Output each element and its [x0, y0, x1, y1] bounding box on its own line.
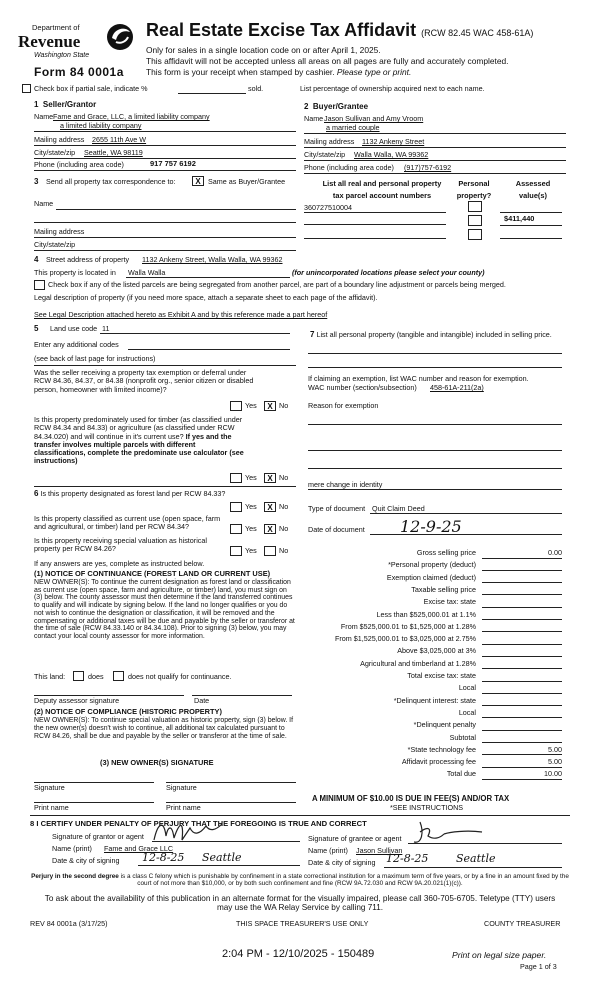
timber-question-bold: If yes and the transfer involves multiple parcels with different classifications, complete the predominate use calculator (see instructions) [34, 431, 244, 466]
reason-label: Reason for exemption [308, 401, 379, 410]
corr-city-line[interactable] [34, 250, 296, 251]
doc-date-label: Date of document [308, 525, 365, 534]
title-text: Real Estate Excise Tax Affidavit [146, 20, 417, 40]
form-number: Form 84 0001a [34, 65, 124, 79]
historic-question: Is this property receiving special valuation as historical property per RCW 84.26? [34, 536, 207, 554]
historic-yes-label: Yes [245, 546, 257, 555]
tax-row-line [482, 693, 562, 694]
parcel-number[interactable]: 360727510004 [304, 203, 352, 212]
grantor-name[interactable]: Fame and Grace LLC [104, 844, 174, 853]
agency-label: Revenue [18, 32, 81, 51]
notice-2-title: (2) NOTICE OF COMPLIANCE (HISTORIC PROPERTY) [34, 707, 222, 716]
timber-yes-checkbox[interactable] [230, 473, 242, 483]
current-use-yes-checkbox[interactable] [230, 524, 242, 534]
notice-3-title: (3) NEW OWNER(S) SIGNATURE [100, 758, 214, 767]
tax-row-line [482, 558, 562, 559]
forest-question-text: Is this property designated as forest land per RCW 84.33? [40, 489, 226, 498]
notice-1-text: NEW OWNER(S): To continue the current designation as forest land or classification as current use (open space, farm and agriculture, or timber) land, you must sign on (3) below. The county assessor must then determine if the land transferred continues to qualify and will indicate by signing below. If the land no longer qualifies or you do not wish to continue the designation or classification, it will be removed and the compensating or additional taxes will be due and payable by the seller or transferor at the time of sale (RCW 84.33.140 or 84.34.108). Prior to signing (3) below, you may contact your local county assessor for more information. [34, 579, 295, 641]
seller-phone[interactable]: 917 757 6192 [150, 159, 196, 168]
buyer-mailing-line [304, 147, 566, 148]
exemption-yes-label: Yes [245, 401, 257, 410]
grantor-name-label: Name (print) [52, 844, 92, 853]
title-rcw: (RCW 82.45 WAC 458-61A) [421, 28, 534, 38]
tax-row-line [482, 619, 562, 620]
tax-row-line [482, 607, 562, 608]
minimum-due: A MINIMUM OF $10.00 IS DUE IN FEE(S) AND/OR TAX [312, 794, 510, 803]
tax-row-line [482, 754, 562, 755]
same-as-buyer-label: Same as Buyer/Grantee [208, 177, 286, 186]
reason-line-2[interactable] [308, 450, 562, 451]
seller-name[interactable]: Fame and Grace, LLC, a limited liability company [53, 112, 210, 121]
current-use-yes-label: Yes [245, 524, 257, 533]
personal-property-line-1[interactable] [308, 353, 562, 354]
tax-row-value[interactable]: 10.00 [544, 769, 562, 779]
tax-row-label: Above $3,025,000 at 3% [397, 646, 476, 656]
tax-row-label: *Personal property (deduct) [388, 560, 476, 570]
buyer-name-line [304, 133, 566, 134]
doc-type-line [370, 513, 562, 514]
located-in-label: This property is located in [34, 268, 116, 277]
legal-description-label: Legal description of property (if you need more space, attach a separate sheet to each page of the affidavit). [34, 293, 378, 302]
assessed-line-2 [500, 225, 562, 226]
tax-row-line [482, 582, 562, 583]
personal-col-header-1: Personal [458, 179, 490, 188]
section-5-number: 5 [34, 324, 39, 333]
corr-city-label: City/state/zip [34, 240, 76, 249]
assessed-line-1 [500, 212, 562, 213]
form-title [146, 20, 533, 41]
personal-property-text: List all personal property (tangible and intangible) included in selling price. [316, 330, 552, 339]
grantee-name-label: Name (print) [308, 846, 348, 855]
corr-name-line-2[interactable] [34, 222, 296, 223]
corr-mailing-line[interactable] [34, 237, 296, 238]
deputy-sig-label: Deputy assessor signature [34, 696, 120, 705]
does-not-checkbox[interactable] [113, 671, 124, 681]
partial-percent-line[interactable] [178, 93, 246, 94]
grantor-signature[interactable] [150, 818, 230, 846]
buyer-mailing-label: Mailing address [304, 137, 355, 146]
doc-date[interactable]: 12-9-25 [400, 517, 462, 536]
grantor-date[interactable]: 12-8-25 [142, 851, 185, 864]
tax-row-label: Agricultural and timberland at 1.28% [360, 658, 476, 668]
treasurer-use: THIS SPACE TREASURER'S USE ONLY [236, 919, 369, 928]
buyer-phone-line [304, 173, 566, 174]
buyer-city-label: City/state/zip [304, 150, 346, 159]
historic-no-label: No [279, 546, 289, 555]
grantee-name[interactable]: Jason Sullivan [356, 846, 403, 855]
corr-mailing-label: Mailing address [34, 227, 85, 236]
seller-name-line [34, 131, 296, 132]
exemption-no-label: No [279, 401, 289, 410]
tax-row-value[interactable]: 5.00 [548, 757, 562, 767]
certify-text: 8 I CERTIFY UNDER PENALTY OF PERJURY THAT THE FOREGOING IS TRUE AND CORRECT [30, 819, 367, 828]
alternate-format: To ask about the availability of this publication in an alternate format for the visually impaired, please call 360-705-6705. Teletype (TTY) users may use the WA Relay Service by calling 711. [44, 894, 556, 913]
buyer-name-label: Name [304, 114, 324, 123]
land-use-code[interactable]: 11 [102, 324, 110, 333]
tax-row-label: From $1,525,000.01 to $3,025,000 at 2.75% [334, 634, 476, 644]
street-address-label: Street address of property [46, 255, 130, 264]
rev-number: REV 84 0001a (3/17/25) [30, 919, 108, 928]
seller-name-2[interactable]: a limited liability company [60, 121, 142, 130]
parcel-col-header-2: tax parcel account numbers [332, 190, 432, 200]
additional-codes-label: Enter any additional codes [34, 340, 119, 349]
notice-1-title: (1) NOTICE OF CONTINUANCE (FOREST LAND OR CURRENT USE) [34, 569, 271, 578]
current-use-no-checkbox[interactable]: X [264, 524, 276, 534]
parcel-line-2[interactable] [304, 224, 446, 225]
tax-row-label: Local [458, 683, 476, 693]
parcel-col-header [312, 180, 452, 200]
reason-line-3[interactable] [308, 468, 562, 469]
note-3a: This form is your receipt when stamped by cashier. [146, 67, 335, 77]
owner-sig-label-2: Signature [166, 783, 197, 792]
tax-row-label: Excise tax: state [423, 597, 476, 607]
segregated-label: Check box if any of the listed parcels are being segregated from another parcel, are part of a boundary line adjustment or parcels being merged. [48, 280, 506, 289]
buyer-phone-label: Phone (including area code) [304, 163, 394, 172]
tax-row-line [482, 717, 562, 718]
same-as-buyer-checkbox[interactable]: X [192, 176, 204, 186]
seller-phone-line [34, 170, 296, 171]
section5-bottom [34, 486, 296, 487]
tax-row-line [482, 668, 562, 669]
see-back-label: (see back of last page for instructions) [34, 354, 156, 363]
reason-value[interactable]: mere change in identity [308, 480, 383, 489]
seller-city[interactable]: Seattle, WA 98119 [84, 148, 143, 157]
grantee-date[interactable]: 12-8-25 [386, 852, 429, 865]
personal-col-header-2: property? [456, 190, 492, 200]
legal-paper: Print on legal size paper. [452, 950, 547, 960]
additional-codes-line[interactable] [128, 349, 290, 350]
tax-row-label: *Delinquent penalty [413, 720, 476, 730]
tax-row-label: Exemption claimed (deduct) [386, 572, 476, 582]
tax-row-line [482, 730, 562, 731]
section8-top [30, 815, 570, 816]
owner-print-label-2: Print name [166, 803, 201, 812]
tax-row-line [482, 742, 562, 743]
ownership-note: List percentage of ownership acquired next to each name. [300, 84, 485, 93]
tax-row-label: Affidavit processing fee [401, 757, 476, 767]
buyer-phone[interactable]: (917)757-6192 [404, 163, 452, 172]
exemption-claim-label: If claiming an exemption, list WAC number and reason for exemption. [308, 374, 529, 383]
parcel-col-header-1: List all real and personal property [322, 179, 442, 188]
grantor-date-label: Date & city of signing [52, 856, 120, 865]
forest-question: 6 Is this property designated as forest land per RCW 84.33? [34, 489, 226, 498]
seller-mailing[interactable]: 2655 11th Ave W [92, 135, 147, 144]
grantee-date-label: Date & city of signing [308, 858, 376, 867]
timber-no-checkbox[interactable]: X [264, 473, 276, 483]
legal-description[interactable]: See Legal Description attached hereto as Exhibit A and by this reference made a part hereof [34, 310, 328, 319]
personal-checkbox-3[interactable] [468, 229, 482, 240]
grantee-sig-label: Signature of grantee or agent [308, 834, 402, 843]
personal-checkbox-1[interactable] [468, 201, 482, 212]
tax-row-label: Taxable selling price [411, 584, 476, 594]
this-land-label: This land: [34, 672, 66, 681]
owner-sig-label-1: Signature [34, 783, 65, 792]
buyer-name-2[interactable]: a married couple [326, 123, 380, 132]
parcel-line-1 [304, 212, 446, 213]
page-number: Page 1 of 3 [520, 962, 557, 971]
assessed-col-header-2: value(s) [519, 190, 547, 200]
tax-row-line [482, 656, 562, 657]
seller-mailing-label: Mailing address [34, 135, 85, 144]
send-correspondence-label: Send all property tax correspondence to: [46, 177, 176, 186]
seller-mailing-line [34, 145, 296, 146]
buyer-mailing[interactable]: 1132 Ankeny Street [362, 137, 425, 146]
grantor-date-line [138, 865, 300, 866]
buyer-heading: 2 Buyer/Grantee [304, 102, 369, 111]
exemption-question: Was the seller receiving a property tax exemption or deferral under RCW 84.36, 84.37, or 84.38 (nonprofit org., senior citizen or disabled person, homeowner with limited income)? [34, 368, 254, 394]
located-in-line [126, 277, 290, 278]
land-use-line [100, 333, 290, 334]
tax-row-line [482, 644, 562, 645]
corr-name-label: Name [34, 199, 54, 208]
perjury-bold: Perjury in the second degree [31, 873, 119, 880]
tax-row-value[interactable]: 0.00 [548, 548, 562, 557]
doc-date-line [370, 534, 562, 535]
seller-city-label: City/state/zip [34, 148, 76, 157]
historic-no-checkbox[interactable] [264, 546, 276, 556]
tax-row-label: From $525,000.01 to $1,525,000 at 1.28% [340, 621, 476, 631]
seller-heading: 1 Seller/Grantor [34, 100, 97, 109]
seller-phone-label: Phone (including area code) [34, 160, 124, 169]
notice-2-text: NEW OWNER(S): To continue special valuation as historic property, sign (3) below. If the new owner(s) doesn't wish to continue, all additional tax calculated pursuant to RCW 84.26, shall be due and payable by the seller or transferor at the time of sale. [34, 717, 294, 740]
tax-row-line [482, 705, 562, 706]
tax-row-line [482, 767, 562, 768]
located-in-value[interactable]: Walla Walla [128, 268, 166, 277]
timber-question [34, 416, 248, 466]
tax-row-label: *State technology fee [407, 744, 476, 754]
tax-row-line [482, 779, 562, 780]
does-checkbox[interactable] [73, 671, 84, 681]
note-2: This affidavit will not be accepted unless all areas on all pages are fully and accurately completed. [146, 56, 509, 66]
dept-label: Department of [32, 23, 80, 32]
assessed-line-3 [500, 238, 562, 239]
tax-row-label: Total excise tax: state [407, 671, 476, 680]
exemption-no-checkbox[interactable]: X [264, 401, 276, 411]
timber-no-label: No [279, 473, 289, 482]
tax-row-label: Gross selling price [416, 548, 476, 557]
tax-row-label: Total due [446, 769, 476, 779]
corr-name-line[interactable] [56, 209, 296, 210]
forest-no-label: No [279, 502, 289, 511]
current-use-no-label: No [279, 524, 289, 533]
reason-line-4 [308, 489, 562, 490]
parcel-line-3[interactable] [304, 238, 446, 239]
assessed-col-header [508, 180, 558, 200]
buyer-city-line [304, 160, 566, 161]
forest-yes-label: Yes [245, 502, 257, 511]
tax-row-line [482, 681, 562, 682]
does-not-label: does not qualify for continuance. [128, 672, 232, 681]
partial-sale-checkbox[interactable] [22, 84, 31, 93]
note-1: Only for sales in a single location code on or after April 1, 2025. [146, 45, 381, 55]
forest-no-checkbox[interactable]: X [264, 502, 276, 512]
see-instructions: *SEE INSTRUCTIONS [390, 803, 464, 812]
grantee-date-line [384, 867, 562, 868]
wac-number[interactable]: 458-61A-211(2a) [430, 383, 484, 392]
tax-row-line [482, 594, 562, 595]
tax-row-value[interactable]: 5.00 [548, 744, 562, 754]
perjury-text: is a class C felony which is punishable by confinement in a state correctional institution for a maximum term of five years, or by a fine in an amount fixed by the court of not more than $10,000, or by both such confinement and fine (RCW 9A.72.030 and RCW 9A.20.021(1)(c)). [120, 873, 569, 888]
revenue-swoosh-icon [106, 22, 134, 52]
personal-col-header [452, 180, 496, 200]
partial-sale-label: Check box if partial sale, indicate % [34, 84, 148, 93]
tax-row-line [482, 631, 562, 632]
tax-row-label: Subtotal [449, 732, 476, 742]
reason-line-1[interactable] [308, 424, 562, 425]
exemption-yes-checkbox[interactable] [230, 401, 242, 411]
if-any-yes: If any answers are yes, complete as instructed below. [34, 559, 205, 568]
grantee-city[interactable]: Seattle [456, 852, 496, 865]
land-use-label: Land use code [50, 324, 98, 333]
partial-sold-label: sold. [248, 84, 264, 93]
timestamp: 2:04 PM - 12/10/2025 - 150489 [222, 948, 375, 960]
tax-row-label: Less than $525,000.01 at 1.1% [376, 609, 476, 619]
buyer-name[interactable]: Jason Sullivan and Amy Vroom [324, 114, 424, 123]
located-note: (for unincorporated locations please select your county) [292, 268, 485, 277]
current-use-question: Is this property classified as current use (open space, farm and agricultural, or timber) land per RCW 84.34? [34, 514, 221, 532]
doc-type[interactable]: Quit Claim Deed [372, 504, 425, 513]
section-4-number: 4 [34, 255, 39, 264]
forest-yes-checkbox[interactable] [230, 502, 242, 512]
segregated-checkbox[interactable] [34, 280, 45, 290]
perjury-notice [30, 873, 570, 888]
owner-print-label-1: Print name [34, 803, 69, 812]
section-3-number: 3 [34, 177, 39, 186]
assessed-col-header-1: Assessed [515, 179, 551, 188]
wac-label: WAC number (section/subsection) [308, 383, 417, 392]
grantor-city[interactable]: Seattle [202, 851, 242, 864]
deputy-date-label: Date [194, 696, 210, 705]
tax-row-label: *Delinquent interest: state [393, 695, 476, 705]
street-address[interactable]: 1132 Ankeny Street, Walla Walla, WA 99362 [142, 255, 283, 264]
grantor-sig-label: Signature of grantor or agent [52, 832, 144, 841]
grantee-signature[interactable] [410, 818, 490, 848]
personal-property-line-2[interactable] [308, 367, 562, 368]
note-3 [146, 68, 411, 78]
historic-yes-checkbox[interactable] [230, 546, 242, 556]
doc-type-label: Type of document [308, 504, 366, 513]
assessed-value[interactable]: $411,440 [504, 214, 535, 223]
county-treasurer: COUNTY TREASURER [484, 919, 561, 928]
tax-row-label: Local [458, 707, 476, 717]
timber-yes-label: Yes [245, 473, 257, 482]
does-label: does [88, 672, 104, 681]
buyer-city[interactable]: Walla Walla, WA 99362 [354, 150, 429, 159]
note-3b: Please type or print. [336, 67, 412, 77]
personal-checkbox-2[interactable] [468, 215, 482, 226]
seller-name-label: Name [34, 112, 54, 121]
timber-question-text: Is this property predominately used for timber (as classified under RCW 84.34 and 84.33) or agriculture (as classified under RCW 84.34.020) and will continue in it's current use? [34, 415, 243, 441]
state-label: Washington State [34, 52, 90, 59]
section5-divider [34, 365, 296, 366]
certify-statement: I CERTIFY UNDER PENALTY OF PERJURY THAT THE FOREGOING IS TRUE AND CORRECT [36, 819, 367, 828]
personal-property-label: 7 List all personal property (tangible and intangible) included in selling price. [310, 330, 552, 339]
tax-row-line [482, 570, 562, 571]
